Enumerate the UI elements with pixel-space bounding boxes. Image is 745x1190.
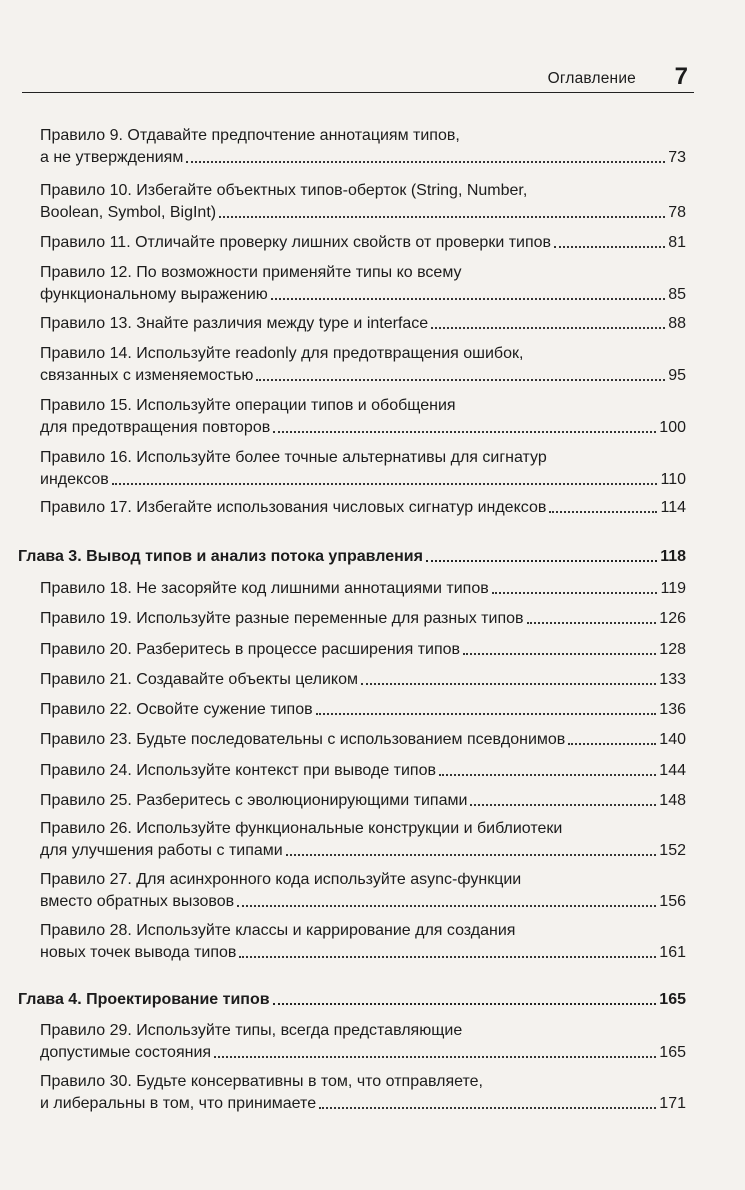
dot-leader	[316, 713, 657, 715]
dot-leader	[527, 622, 657, 624]
dot-leader	[286, 854, 657, 856]
toc-entry-title: и либеральны в том, что принимаете	[40, 1095, 317, 1112]
toc-rule-entry[interactable]	[40, 343, 686, 387]
toc-entry-page-number: 161	[659, 944, 686, 961]
toc-rule-entry[interactable]	[40, 1020, 686, 1064]
toc-entry-page-number: 126	[659, 610, 686, 627]
toc-chapter-entry[interactable]	[18, 989, 686, 1011]
toc-entry-row	[18, 989, 686, 1011]
toc-entry-title: а не утверждениям	[40, 149, 184, 166]
toc-entry-page-number: 144	[659, 762, 686, 779]
toc-entry-row	[40, 147, 686, 169]
dot-leader	[271, 298, 665, 300]
toc-entry-row	[40, 699, 686, 721]
toc-entry-row	[40, 284, 686, 306]
toc-entry-title: Правило 25. Разберитесь с эволюционирующими типами	[40, 792, 468, 809]
toc-rule-entry[interactable]	[40, 262, 686, 306]
page-number: 7	[674, 63, 688, 90]
toc-entry-page-number: 133	[659, 671, 686, 688]
toc-entry-page-number: 119	[660, 580, 686, 597]
dot-leader	[239, 956, 656, 958]
toc-entry-title: Правило 22. Освойте сужение типов	[40, 701, 313, 718]
toc-entry-title: для улучшения работы с типами	[40, 842, 283, 859]
toc-rule-entry[interactable]	[40, 699, 686, 721]
toc-entry-title: Правило 17. Избегайте использования числовых сигнатур индексов	[40, 499, 547, 516]
toc-entry-row	[40, 1042, 686, 1064]
dot-leader	[554, 246, 665, 248]
toc-entry-title: Правило 21. Создавайте объекты целиком	[40, 671, 359, 688]
dot-leader	[214, 1056, 656, 1058]
dot-leader	[431, 327, 665, 329]
toc-entry-title: для предотвращения повторов	[40, 419, 271, 436]
toc-entry-title: Правило 13. Знайте различия между type и interface	[40, 315, 429, 332]
toc-entry-title: вместо обратных вызовов	[40, 893, 235, 910]
toc-entry-title-line: Правило 28. Используйте классы и каррирование для создания	[40, 922, 516, 939]
dot-leader	[237, 905, 656, 907]
toc-entry-title-line: Правило 9. Отдавайте предпочтение аннотациям типов,	[40, 127, 460, 144]
toc-rule-entry[interactable]	[40, 608, 686, 630]
toc-entry-page-number: 156	[659, 893, 686, 910]
toc-entry-page-number: 78	[668, 204, 686, 221]
toc-rule-entry[interactable]	[40, 729, 686, 751]
toc-entry-row	[40, 891, 686, 913]
toc-entry-title-line: Правило 29. Используйте типы, всегда представляющие	[40, 1022, 463, 1039]
toc-entry-title: Правило 23. Будьте последовательны с использованием псевдонимов	[40, 731, 566, 748]
toc-entry-page-number: 140	[659, 731, 686, 748]
toc-entry-title-line: Правило 14. Используйте readonly для предотвращения ошибок,	[40, 345, 524, 362]
toc-entry-row	[40, 669, 686, 691]
toc-rule-entry[interactable]	[40, 447, 686, 491]
toc-chapter-entry[interactable]	[18, 546, 686, 568]
toc-entry-page-number: 118	[660, 548, 686, 565]
toc-entry-page-number: 171	[659, 1095, 686, 1112]
dot-leader	[112, 483, 658, 485]
toc-rule-entry[interactable]	[40, 180, 686, 224]
toc-entry-page-number: 95	[668, 367, 686, 384]
toc-entry-page-number: 152	[659, 842, 686, 859]
toc-entry-title: Глава 3. Вывод типов и анализ потока управления	[18, 548, 423, 565]
toc-entry-title: Правило 20. Разберитесь в процессе расширения типов	[40, 641, 461, 658]
toc-entry-row	[40, 1093, 686, 1115]
toc-entry-page-number: 81	[668, 234, 686, 251]
toc-entry-title-line: Правило 16. Используйте более точные альтернативы для сигнатур	[40, 449, 547, 466]
dot-leader	[273, 1003, 657, 1005]
toc-rule-entry[interactable]	[40, 125, 686, 169]
toc-entry-title: новых точек вывода типов	[40, 944, 237, 961]
toc-entry-page-number: 148	[659, 792, 686, 809]
toc-entry-row	[40, 578, 686, 600]
dot-leader	[273, 431, 656, 433]
dot-leader	[439, 774, 656, 776]
toc-entry-row	[40, 232, 686, 254]
toc-entry-title: Правило 24. Используйте контекст при выводе типов	[40, 762, 436, 779]
toc-entry-row	[18, 546, 686, 568]
toc-rule-entry[interactable]	[40, 869, 686, 913]
toc-entry-row	[40, 608, 686, 630]
toc-rule-entry[interactable]	[40, 578, 686, 600]
toc-entry-page-number: 88	[668, 315, 686, 332]
toc-entry-title: функциональному выражению	[40, 286, 268, 303]
toc-entry-title: Глава 4. Проектирование типов	[18, 991, 270, 1008]
toc-rule-entry[interactable]	[40, 818, 686, 862]
toc-entry-title-line: Правило 27. Для асинхронного кода используйте async-функции	[40, 871, 522, 888]
dot-leader	[463, 653, 656, 655]
toc-entry-page-number: 165	[659, 991, 686, 1008]
toc-entry-title: индексов	[40, 471, 109, 488]
toc-entry-row	[40, 942, 686, 964]
toc-entry-row	[40, 313, 686, 335]
toc-rule-entry[interactable]	[40, 639, 686, 661]
toc-entry-row	[40, 729, 686, 751]
toc-entry-page-number: 114	[660, 499, 686, 516]
toc-entry-row	[40, 639, 686, 661]
toc-entry-title: Правило 11. Отличайте проверку лишних свойств от проверки типов	[40, 234, 552, 251]
toc-entry-page-number: 165	[659, 1044, 686, 1061]
toc-rule-entry[interactable]	[40, 790, 686, 812]
toc-rule-entry[interactable]	[40, 313, 686, 335]
toc-entry-title: Правило 19. Используйте разные переменные для разных типов	[40, 610, 524, 627]
toc-rule-entry[interactable]	[40, 1071, 686, 1115]
toc-entry-title: допустимые состояния	[40, 1044, 212, 1061]
dot-leader	[186, 161, 665, 163]
toc-entry-row	[40, 760, 686, 782]
toc-entry-row	[40, 840, 686, 862]
toc-entry-title: связанных с изменяемостью	[40, 367, 254, 384]
dot-leader	[319, 1107, 656, 1109]
toc-entry-title-line: Правило 26. Используйте функциональные конструкции и библиотеки	[40, 820, 563, 837]
toc-entry-title: Boolean, Symbol, BigInt)	[40, 204, 217, 221]
toc-entry-title-line: Правило 15. Используйте операции типов и обобщения	[40, 397, 456, 414]
toc-entry-page-number: 73	[668, 149, 686, 166]
toc-entry-row	[40, 202, 686, 224]
toc-entry-row	[40, 365, 686, 387]
dot-leader	[256, 379, 665, 381]
toc-entry-row	[40, 469, 686, 491]
toc-entry-title-line: Правило 12. По возможности применяйте типы ко всему	[40, 264, 462, 281]
toc-rule-entry[interactable]	[40, 497, 686, 519]
toc-rule-entry[interactable]	[40, 395, 686, 439]
toc-rule-entry[interactable]	[40, 920, 686, 964]
toc-entry-title: Правило 18. Не засоряйте код лишними аннотациями типов	[40, 580, 489, 597]
toc-rule-entry[interactable]	[40, 760, 686, 782]
toc-entry-row	[40, 790, 686, 812]
dot-leader	[568, 743, 656, 745]
toc-entry-row	[40, 497, 686, 519]
toc-entry-title-line: Правило 30. Будьте консервативны в том, что отправляете,	[40, 1073, 483, 1090]
toc-rule-entry[interactable]	[40, 669, 686, 691]
running-head-section-title: Оглавление	[547, 70, 636, 87]
running-head	[22, 62, 694, 93]
dot-leader	[492, 592, 658, 594]
dot-leader	[361, 683, 656, 685]
toc-entry-page-number: 85	[668, 286, 686, 303]
dot-leader	[549, 511, 657, 513]
toc-entry-page-number: 100	[659, 419, 686, 436]
toc-entry-page-number: 128	[659, 641, 686, 658]
dot-leader	[219, 216, 665, 218]
toc-entry-page-number: 110	[660, 471, 686, 488]
toc-entry-page-number: 136	[659, 701, 686, 718]
dot-leader	[470, 804, 656, 806]
toc-entry-row	[40, 417, 686, 439]
toc-rule-entry[interactable]	[40, 232, 686, 254]
dot-leader	[426, 560, 657, 562]
toc-entry-title-line: Правило 10. Избегайте объектных типов-оберток (String, Number,	[40, 182, 528, 199]
